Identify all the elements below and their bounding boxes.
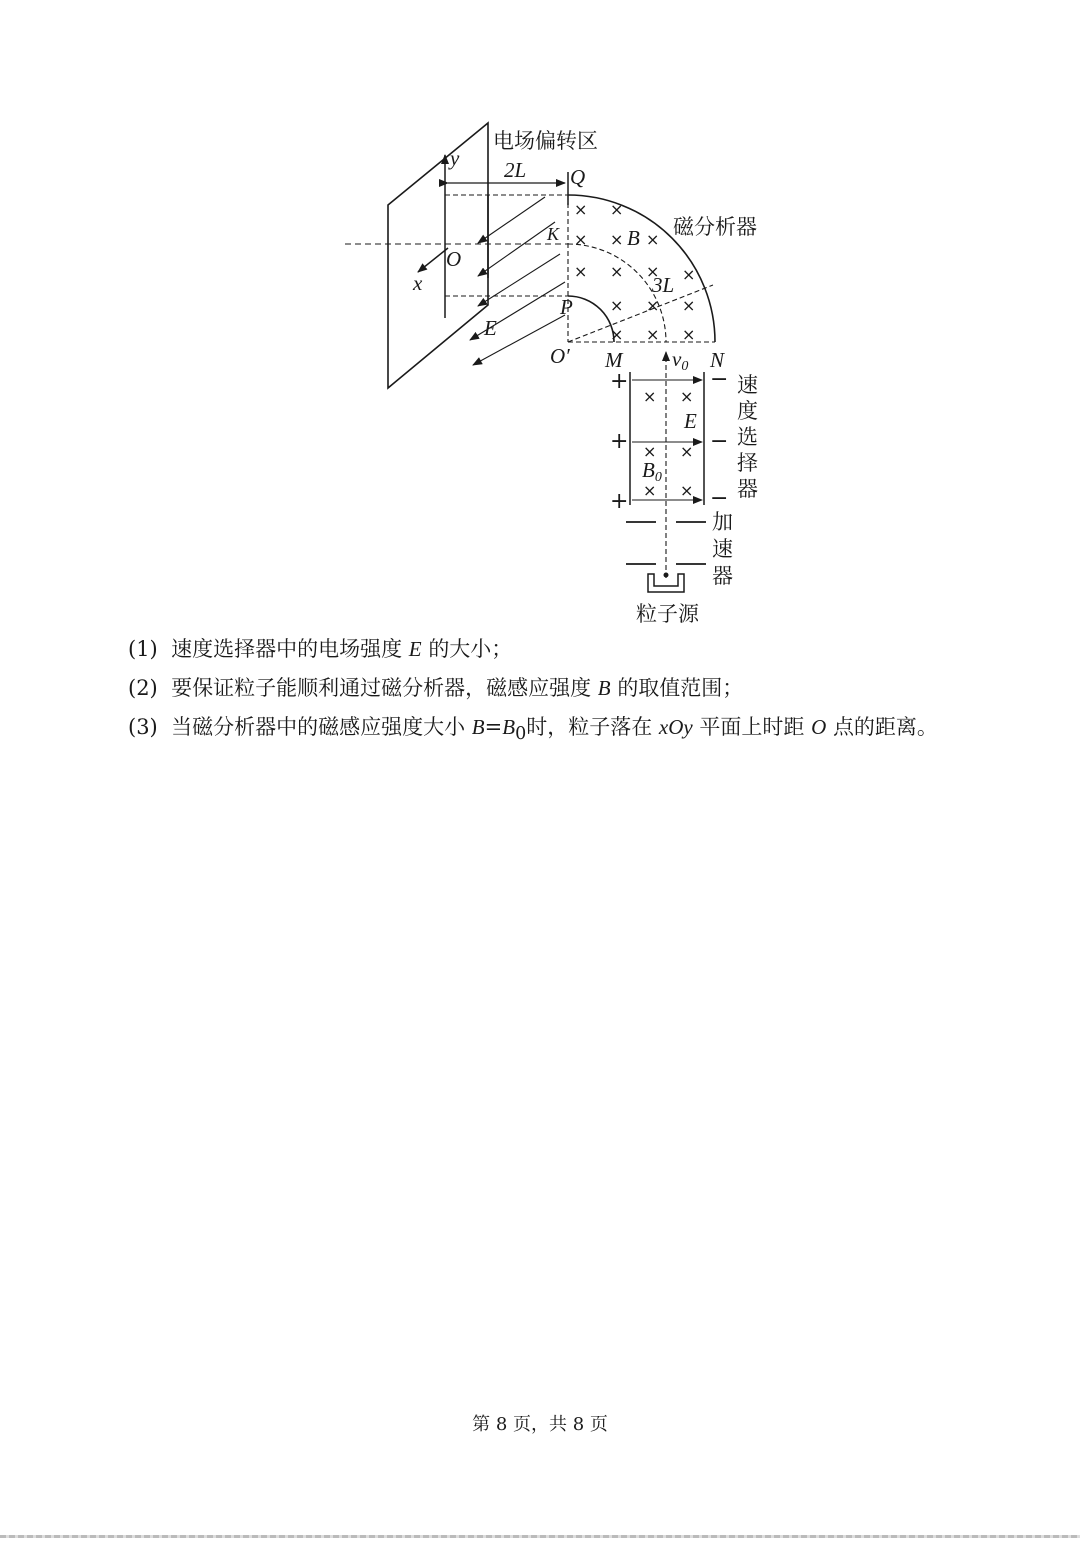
svg-text:×: × bbox=[643, 442, 657, 461]
label-P: P bbox=[560, 295, 573, 319]
label-particle-source: 粒子源 bbox=[636, 602, 699, 626]
svg-text:+: + bbox=[610, 429, 629, 454]
svg-text:选: 选 bbox=[737, 425, 758, 449]
label-O-prime: O′ bbox=[550, 344, 570, 368]
label-N: N bbox=[710, 348, 725, 372]
svg-text:×: × bbox=[574, 262, 588, 281]
svg-text:×: × bbox=[682, 325, 696, 344]
svg-text:×: × bbox=[646, 230, 660, 249]
svg-text:择: 择 bbox=[737, 451, 758, 475]
label-E-selector: E bbox=[684, 409, 697, 433]
svg-text:器: 器 bbox=[712, 564, 733, 588]
label-K: K bbox=[547, 224, 560, 244]
label-efield-region: 电场偏转区 bbox=[493, 129, 598, 153]
scan-edge bbox=[0, 1535, 1080, 1538]
label-B: B bbox=[627, 226, 640, 250]
svg-text:×: × bbox=[610, 230, 624, 249]
analyzer-inner-arc bbox=[568, 296, 614, 342]
label-O: O bbox=[446, 247, 462, 271]
selector-field-crosses bbox=[643, 387, 693, 500]
svg-text:×: × bbox=[680, 481, 694, 500]
label-E-field: E bbox=[484, 316, 497, 340]
svg-text:×: × bbox=[646, 262, 660, 281]
label-magnetic-analyzer: 磁分析器 bbox=[673, 215, 757, 239]
svg-text:×: × bbox=[574, 230, 588, 249]
label-x: x bbox=[413, 271, 423, 295]
label-M: M bbox=[605, 348, 623, 372]
question-1: (1) 速度选择器中的电场强度 E 的大小； bbox=[128, 637, 513, 661]
svg-text:×: × bbox=[643, 387, 657, 406]
svg-text:×: × bbox=[610, 296, 624, 315]
svg-text:速: 速 bbox=[737, 373, 758, 397]
svg-text:速: 速 bbox=[712, 537, 733, 561]
svg-text:×: × bbox=[682, 296, 696, 315]
svg-text:×: × bbox=[610, 200, 624, 219]
svg-text:×: × bbox=[646, 296, 660, 315]
svg-text:×: × bbox=[610, 325, 624, 344]
svg-text:×: × bbox=[682, 265, 696, 284]
label-2L: 2L bbox=[504, 158, 527, 182]
svg-text:×: × bbox=[646, 325, 660, 344]
svg-text:×: × bbox=[680, 387, 694, 406]
svg-text:+: + bbox=[610, 489, 629, 514]
svg-text:度: 度 bbox=[737, 399, 758, 423]
svg-text:×: × bbox=[574, 200, 588, 219]
x-axis bbox=[418, 248, 448, 272]
label-velocity-selector bbox=[737, 373, 758, 501]
page-footer: 第 8 页，共 8 页 bbox=[472, 1414, 608, 1435]
svg-text:×: × bbox=[610, 262, 624, 281]
label-y: y bbox=[450, 146, 460, 170]
svg-text:器: 器 bbox=[737, 477, 758, 501]
label-B0: B0 bbox=[642, 458, 662, 485]
label-3L: 3L bbox=[652, 273, 675, 297]
svg-text:−: − bbox=[710, 429, 729, 454]
svg-text:×: × bbox=[680, 442, 694, 461]
svg-text:×: × bbox=[643, 481, 657, 500]
svg-text:加: 加 bbox=[712, 510, 733, 534]
selector-polarity bbox=[610, 367, 728, 514]
question-3: (3) 当磁分析器中的磁感应强度大小 $B=B_0$时，粒子落在 xOy 平面上时距 O 点的距离。 bbox=[128, 715, 938, 745]
svg-text:−: − bbox=[710, 486, 729, 511]
physics-figure bbox=[0, 0, 1080, 640]
label-Q: Q bbox=[570, 165, 586, 189]
question-2: (2) 要保证粒子能顺利通过磁分析器，磁感应强度 B 的取值范围； bbox=[128, 676, 744, 700]
svg-text:+: + bbox=[610, 369, 629, 394]
svg-text:−: − bbox=[710, 367, 729, 392]
label-v0: v0 bbox=[672, 347, 689, 374]
label-accelerator bbox=[712, 510, 733, 588]
